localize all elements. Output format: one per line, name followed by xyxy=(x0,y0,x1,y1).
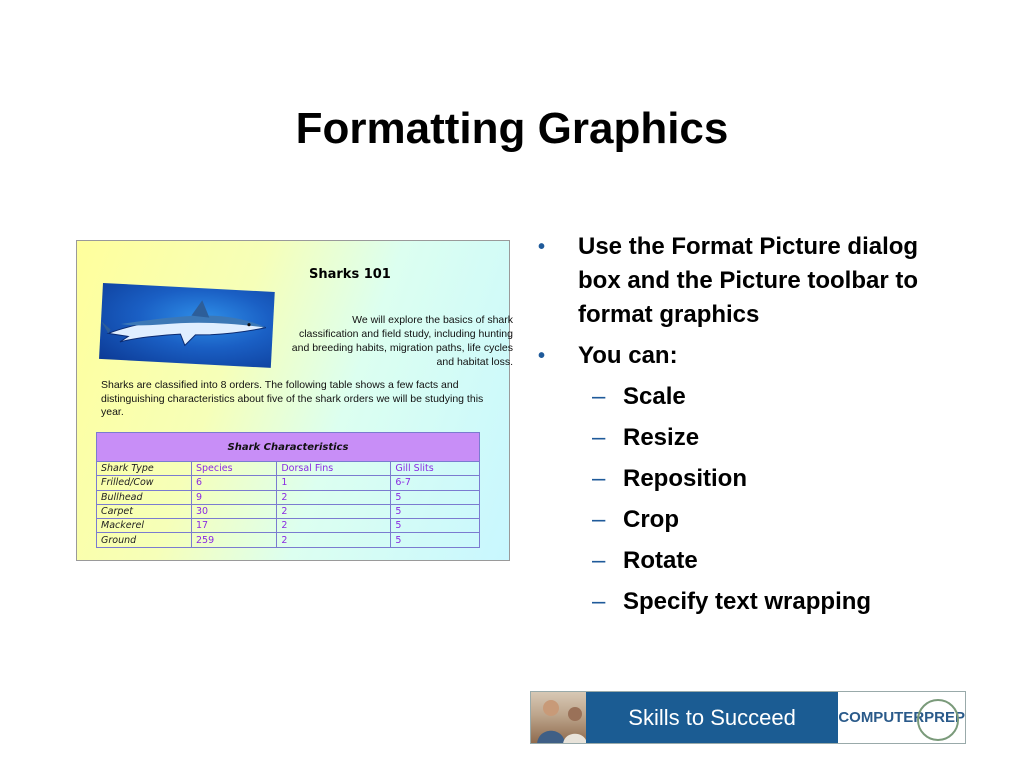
table-header: Dorsal Fins xyxy=(277,462,391,476)
table-cell: 5 xyxy=(391,519,480,533)
table-cell: 2 xyxy=(277,519,391,533)
document-picture[interactable] xyxy=(76,240,513,561)
table-row xyxy=(97,490,480,504)
table-cell: Frilled/Cow xyxy=(97,476,192,490)
dash-icon: – xyxy=(592,506,606,533)
sub-bullet-text: Resize xyxy=(623,424,700,451)
table-row xyxy=(97,504,480,518)
bullet-dot-icon: • xyxy=(538,236,546,258)
table-cell: 2 xyxy=(277,504,391,518)
table-header-row xyxy=(97,462,480,476)
table-header: Gill Slits xyxy=(391,462,480,476)
dash-icon: – xyxy=(592,383,606,410)
shark-icon xyxy=(99,283,275,368)
footer-logo xyxy=(530,691,966,744)
table-header: Shark Type xyxy=(97,462,192,476)
table-row xyxy=(97,519,480,533)
table-cell: 5 xyxy=(391,533,480,547)
shark-photo xyxy=(99,283,275,368)
bullet-text: Use the Format Picture dialog box and the Picture toolbar to format graphics xyxy=(578,233,919,328)
table-cell: 6-7 xyxy=(391,476,480,490)
logo-ring-icon xyxy=(917,699,959,741)
sub-bullet-text: Rotate xyxy=(623,547,698,574)
slide-title: Formatting Graphics xyxy=(295,104,729,153)
doc-heading: Sharks 101 xyxy=(309,267,391,282)
table-cell: 5 xyxy=(391,504,480,518)
table-cell: 17 xyxy=(192,519,277,533)
table-caption: Shark Characteristics xyxy=(97,433,480,462)
bullet-dot-icon: • xyxy=(538,345,546,367)
people-icon xyxy=(531,692,586,743)
bullet-item xyxy=(538,230,958,332)
table-cell: 2 xyxy=(277,490,391,504)
people-photo xyxy=(531,692,586,743)
doc-intro: We will explore the basics of shark classification and field study, including hunting and breeding habits, migration paths, life cycles and habitat loss. xyxy=(291,314,513,368)
bullet-text: You can: xyxy=(578,342,678,369)
table-cell: 6 xyxy=(192,476,277,490)
sub-bullet-text: Crop xyxy=(623,506,679,533)
table-cell: 5 xyxy=(391,490,480,504)
dash-icon: – xyxy=(592,465,606,492)
sub-bullet-item xyxy=(538,544,958,578)
table-cell: Ground xyxy=(97,533,192,547)
sub-bullet-item xyxy=(538,421,958,455)
table-row xyxy=(97,533,480,547)
table-cell: 1 xyxy=(277,476,391,490)
table-cell: Bullhead xyxy=(97,490,192,504)
shark-table xyxy=(96,432,480,548)
table-cell: 9 xyxy=(192,490,277,504)
table-cell: 259 xyxy=(192,533,277,547)
dash-icon: – xyxy=(592,588,606,615)
bullet-list xyxy=(538,230,958,626)
sub-bullet-text: Reposition xyxy=(623,465,747,492)
table-cell: Carpet xyxy=(97,504,192,518)
table-cell: 30 xyxy=(192,504,277,518)
sub-bullet-text: Specify text wrapping xyxy=(623,588,872,615)
logo-brand: COMPUTERPREP xyxy=(838,709,965,726)
sub-bullet-item xyxy=(538,380,958,414)
dash-icon: – xyxy=(592,547,606,574)
sub-bullet-item xyxy=(538,462,958,496)
logo-brand-wrap xyxy=(838,692,965,743)
table-header: Species xyxy=(192,462,277,476)
table-cell: 2 xyxy=(277,533,391,547)
doc-body: Sharks are classified into 8 orders. The following table shows a few facts and distinguishing characteristics about five of the shark orders we will be studying this year. xyxy=(101,379,484,418)
sub-bullet-item xyxy=(538,503,958,537)
table-cell: Mackerel xyxy=(97,519,192,533)
sub-bullet-text: Scale xyxy=(623,383,686,410)
sub-bullet-item xyxy=(538,585,958,619)
dash-icon: – xyxy=(592,424,606,451)
logo-tagline: Skills to Succeed xyxy=(586,692,839,743)
table-row xyxy=(97,476,480,490)
bullet-item xyxy=(538,339,958,373)
